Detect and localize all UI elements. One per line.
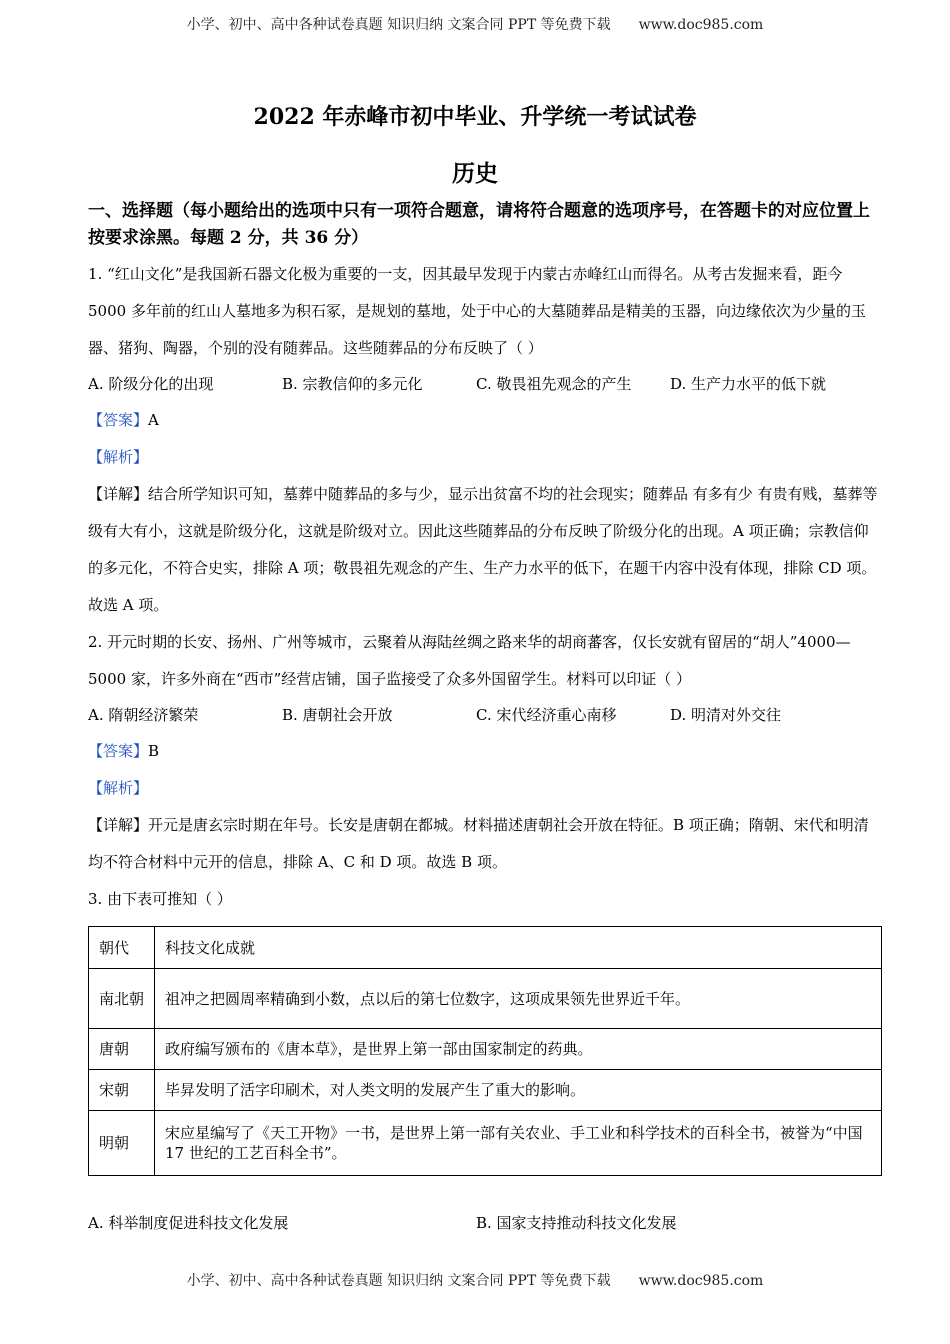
q3-option-a: A. 科举制度促进科技文化发展 (88, 1214, 289, 1232)
q2-options (88, 698, 882, 733)
exam-title: 2022 年赤峰市初中毕业、升学统一考试试卷 (253, 104, 697, 130)
q2-answer (88, 733, 882, 770)
q2-analysis (88, 770, 882, 807)
table-cell-dynasty: 南北朝 (89, 969, 155, 1029)
q2-stem: 2. 开元时期的长安、扬州、广州等城市，云聚着从海陆丝绸之路来华的胡商蕃客，仅长安就有留居的“胡人”4000—5000 家，许多外商在“西市”经营店铺，国子监接受了众多外国留学生。材料可以印证（ ） (88, 633, 851, 688)
q2-option-d: D. 明清对外交往 (670, 706, 782, 724)
q2-option-a: A. 隋朝经济繁荣 (88, 706, 199, 724)
table-row (89, 1029, 882, 1070)
q2-detail (88, 807, 882, 881)
q1-options (88, 367, 882, 402)
exam-subject: 历史 (452, 160, 498, 187)
q1-answer (88, 402, 882, 439)
footer-url[interactable]: www.doc985.com (638, 1273, 764, 1289)
footer-text: 小学、初中、高中各种试卷真题 知识归纳 文案合同 PPT 等免费下载 (186, 1273, 611, 1289)
q2-answer-value: B (148, 742, 160, 760)
table-row (89, 1070, 882, 1111)
table-header-row (89, 927, 882, 969)
table-row (89, 969, 882, 1029)
page-footer (0, 1270, 950, 1290)
q3-stem: 3. 由下表可推知（ ） (88, 890, 232, 908)
header-url[interactable]: www.doc985.com (638, 17, 764, 33)
q1-stem: 1. “红山文化”是我国新石器文化极为重要的一支，因其最早发现于内蒙古赤峰红山而得名。从考古发掘来看，距今 5000 多年前的红山人墓地多为积石冢，是规划的墓地，处于中心的大墓随葬品是精美的玉器，向边缘依次为少量的玉器、猪狗、陶器，个别的没有随葬品。这些随葬品的分布反映了（ ） (88, 265, 866, 357)
table-header-cell: 科技文化成就 (155, 927, 882, 969)
detail-tag: 【详解】 (88, 485, 149, 503)
table-cell-achievement: 祖冲之把圆周率精确到小数，点以后的第七位数字，这项成果领先世界近千年。 (155, 969, 882, 1029)
answer-tag: 【答案】 (88, 411, 149, 429)
table-cell-achievement: 毕昇发明了活字印刷术，对人类文明的发展产生了重大的影响。 (155, 1070, 882, 1111)
header-text: 小学、初中、高中各种试卷真题 知识归纳 文案合同 PPT 等免费下载 (186, 17, 611, 33)
table-header-cell: 朝代 (89, 927, 155, 969)
q3-table (88, 926, 882, 1176)
q2-option-c: C. 宋代经济重心南移 (476, 706, 617, 724)
table-cell-dynasty: 明朝 (89, 1111, 155, 1176)
exam-content (88, 198, 882, 1241)
q1-option-a: A. 阶级分化的出现 (88, 375, 214, 393)
table-row (89, 1111, 882, 1176)
q2-detail-text: 开元是唐玄宗时期在年号。长安是唐朝在都城。材料描述唐朝社会开放在特征。B 项正确；隋朝、宋代和明清均不符合材料中元开的信息，排除 A、C 和 D 项。故选 B 项。 (88, 816, 869, 871)
analysis-tag: 【解析】 (88, 779, 149, 797)
analysis-tag: 【解析】 (88, 448, 149, 466)
q3-option-b: B. 国家支持推动科技文化发展 (476, 1214, 677, 1232)
section-heading: 一、选择题（每小题给出的选项中只有一项符合题意，请将符合题意的选项序号，在答题卡的对应位置上按要求涂黑。每题 2 分，共 36 分） (88, 201, 870, 248)
answer-tag: 【答案】 (88, 742, 149, 760)
page-header (0, 14, 950, 34)
q1-answer-value: A (148, 411, 159, 429)
table-cell-dynasty: 宋朝 (89, 1070, 155, 1111)
q1-option-d: D. 生产力水平的低下就 (670, 375, 827, 393)
detail-tag: 【详解】 (88, 816, 149, 834)
q2-option-b: B. 唐朝社会开放 (282, 706, 393, 724)
q1-detail (88, 476, 882, 624)
q1-analysis (88, 439, 882, 476)
table-cell-achievement: 宋应星编写了《天工开物》一书，是世界上第一部有关农业、手工业和科学技术的百科全书，被誉为“中国 17 世纪的工艺百科全书”。 (155, 1111, 882, 1176)
q3-options (88, 1206, 882, 1241)
table-cell-dynasty: 唐朝 (89, 1029, 155, 1070)
table-cell-achievement: 政府编写颁布的《唐本草》，是世界上第一部由国家制定的药典。 (155, 1029, 882, 1070)
q1-option-c: C. 敬畏祖先观念的产生 (476, 375, 632, 393)
q1-option-b: B. 宗教信仰的多元化 (282, 375, 423, 393)
q1-detail-text: 结合所学知识可知，墓葬中随葬品的多与少，显示出贫富不均的社会现实；随葬品 有多有少 有贵有贱，墓葬等级有大有小，这就是阶级分化，这就是阶级对立。因此这些随葬品的分布反映了阶级分化的出现。A 项正确；宗教信仰的多元化，不符合史实，排除 A 项；敬畏祖先观念的产生、生产力水平的低下，在题干内容中没有体现，排除 CD 项。故选 A 项。 (88, 485, 878, 614)
